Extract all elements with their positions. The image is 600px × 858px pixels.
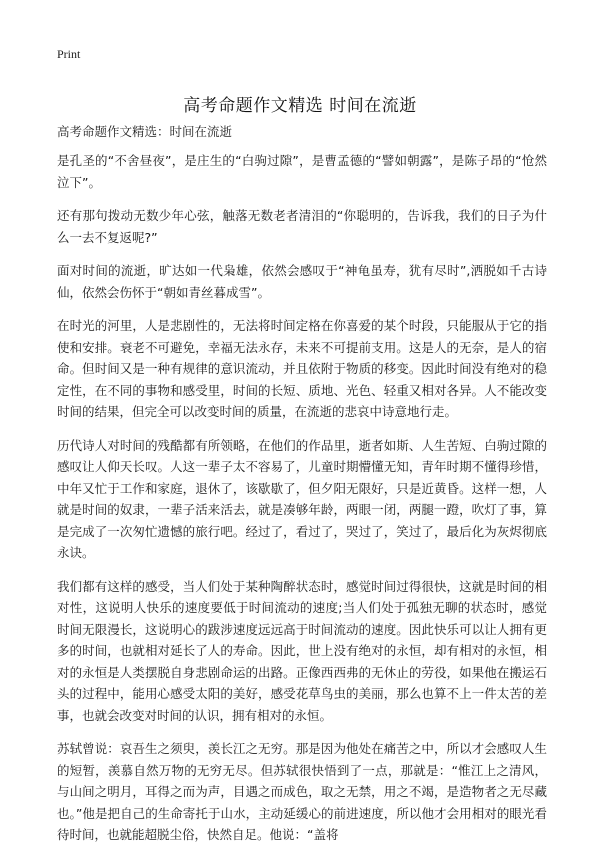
- paragraph: 是孔圣的“不舍昼夜”，是庄生的“白驹过隙”，是曹孟德的“譬如朝露”，是陈子昂的“怆然泣下”。: [57, 153, 547, 190]
- paragraph: 苏轼曾说：哀吾生之须臾，羡长江之无穷。那是因为他处在痛苦之中，所以才会感叹人生的短暂，羡慕自然万物的无穷无尽。但苏轼很快悟到了一点，那就是：“惟江上之清风，与山间之明月，耳得之而为声，目遇之而成色，取之无禁，用之不竭，是造物者之无尽藏也。”他是把自己的生命寄托于山水，主动延缓心的前进速度，所以他才会用相对的眼光看待时间，也就能超脱尘俗，快然自足。他说：“盖将: [57, 741, 547, 842]
- paragraph: 面对时间的流逝，旷达如一代枭雄，依然会感叹于“神龟虽寿，犹有尽时”,洒脱如千古诗仙，依然会伤怀于“朝如青丝暮成雪”。: [57, 263, 547, 300]
- print-link[interactable]: Print: [57, 47, 81, 61]
- paragraph: 在时光的河里，人是悲剧性的，无法将时间定格在你喜爱的某个时段，只能服从于它的指使和安排。衰老不可避免，幸福无法永存，未来不可提前支用。这是人的无奈，是人的宿命。但时间又是一种有规律的意识流动，并且依附于物质的移变。因此时间没有绝对的稳定性，在不同的事物和感受里，时间的长短、质地、光色、轻重又相对各异。人不能改变时间的结果，但完全可以改变时间的质量，在流逝的悲哀中诗意地行走。: [57, 318, 547, 419]
- article-body: [57, 150, 547, 858]
- paragraph: 还有那句拨动无数少年心弦，触落无数老者清泪的“你聪明的，告诉我，我们的日子为什么一去不复返呢?”: [57, 208, 547, 245]
- paragraph: 我们都有这样的感受，当人们处于某种陶醉状态时，感觉时间过得很快，这就是时间的相对性，这说明人快乐的速度要低于时间流动的速度;当人们处于孤独无聊的状态时，感觉时间无限漫长，这说明心的跋涉速度远远高于时间流动的速度。因此快乐可以让人拥有更多的时间，也就相对延长了人的寿命。因此，世上没有绝对的永恒，却有相对的永恒，相对的永恒是人类摆脱自身悲剧命运的出路。正像西西弗的无休止的劳役，如果他在搬运石头的过程中，能用心感受太阳的美好，感受花草鸟虫的美丽，那么也算不上一件太苦的差事，也就会改变对时间的认识，拥有相对的永恒。: [57, 578, 547, 723]
- article-subtitle: 高考命题作文精选：时间在流逝: [57, 124, 233, 139]
- article-title: 高考命题作文精选 时间在流逝: [183, 96, 417, 117]
- paragraph: 历代诗人对时间的残酷都有所领略，在他们的作品里，逝者如斯、人生苦短、白驹过隙的感叹让人仰天长叹。人这一辈子太不容易了，儿童时期懵懂无知，青年时期不懂得珍惜，中年又忙于工作和家庭，退休了，该歇歇了，但夕阳无限好，只是近黄昏。这样一想，人就是时间的奴隶，一辈子活来活去，就是凑够年龄，两眼一闭，两腿一蹬，吹灯了事，算是完成了一次匆忙遗憾的旅行吧。经过了，看过了，哭过了，笑过了，最后化为灰烬彻底永诀。: [57, 437, 547, 560]
